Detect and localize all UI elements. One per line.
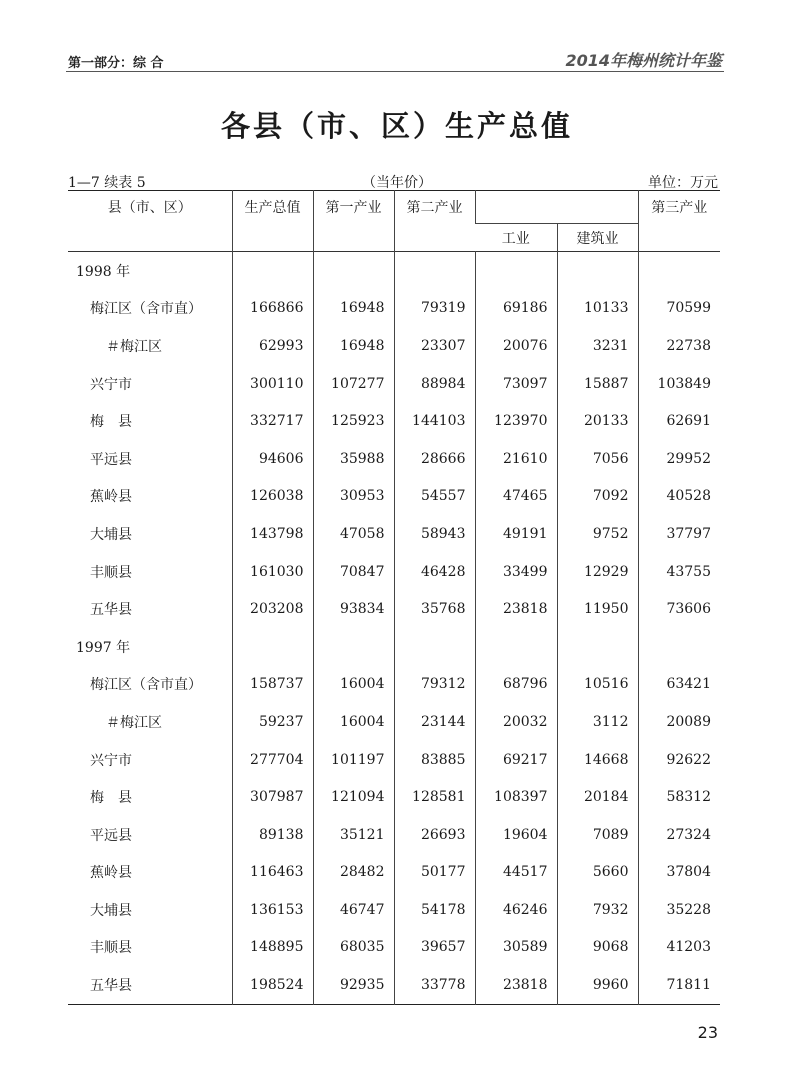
table-row — [68, 365, 720, 403]
primary-cell: 93834 — [313, 590, 394, 628]
table-row — [68, 515, 720, 553]
primary-cell: 125923 — [313, 402, 394, 440]
industry-cell: 68796 — [475, 666, 557, 704]
gdp-cell: 116463 — [232, 854, 313, 892]
tertiary-cell: 103849 — [638, 365, 720, 403]
industry-cell: 44517 — [475, 854, 557, 892]
county-name: ＃梅江区 — [106, 714, 162, 731]
construction-cell: 15887 — [557, 365, 638, 403]
tertiary-cell: 71811 — [638, 966, 720, 1004]
gdp-cell: 59237 — [232, 703, 313, 741]
secondary-cell: 58943 — [394, 515, 475, 553]
gdp-cell — [232, 252, 313, 290]
construction-cell: 11950 — [557, 590, 638, 628]
industry-cell: 73097 — [475, 365, 557, 403]
county-name: 兴宁市 — [90, 376, 132, 393]
table-id: 1—7 续表 5 — [68, 175, 146, 191]
tertiary-cell: 37804 — [638, 854, 720, 892]
primary-cell: 28482 — [313, 854, 394, 892]
gdp-table — [68, 190, 720, 1005]
gdp-cell: 62993 — [232, 327, 313, 365]
gdp-cell: 203208 — [232, 590, 313, 628]
primary-cell: 101197 — [313, 741, 394, 779]
tertiary-cell: 73606 — [638, 590, 720, 628]
county-name: 五华县 — [90, 602, 132, 619]
col-tertiary: 第三产业 — [638, 191, 720, 252]
secondary-cell: 79312 — [394, 666, 475, 704]
tertiary-cell: 20089 — [638, 703, 720, 741]
year-row — [68, 252, 720, 290]
col-industry: 工业 — [475, 224, 557, 252]
secondary-cell: 50177 — [394, 854, 475, 892]
county-name: 梅江区（含市直） — [90, 301, 202, 318]
construction-cell: 12929 — [557, 553, 638, 591]
table-row — [68, 402, 720, 440]
industry-cell: 19604 — [475, 816, 557, 854]
tertiary-cell: 27324 — [638, 816, 720, 854]
construction-cell: 3231 — [557, 327, 638, 365]
primary-cell: 35988 — [313, 440, 394, 478]
secondary-cell: 26693 — [394, 816, 475, 854]
industry-cell: 108397 — [475, 778, 557, 816]
year-label: 1997 年 — [76, 639, 131, 656]
table-body — [68, 252, 720, 1005]
county-name: 蕉岭县 — [90, 489, 132, 506]
primary-cell: 16004 — [313, 703, 394, 741]
industry-cell: 20032 — [475, 703, 557, 741]
unit-label: 单位：万元 — [648, 175, 718, 191]
tertiary-cell: 41203 — [638, 929, 720, 967]
table-row — [68, 816, 720, 854]
table-row — [68, 440, 720, 478]
secondary-cell — [394, 252, 475, 290]
gdp-cell: 94606 — [232, 440, 313, 478]
col-construction: 建筑业 — [557, 224, 638, 252]
gdp-cell: 166866 — [232, 290, 313, 328]
industry-cell: 30589 — [475, 929, 557, 967]
county-name: 蕉岭县 — [90, 865, 132, 882]
construction-cell: 7089 — [557, 816, 638, 854]
primary-cell: 46747 — [313, 891, 394, 929]
tertiary-cell: 29952 — [638, 440, 720, 478]
secondary-cell: 128581 — [394, 778, 475, 816]
construction-cell: 7056 — [557, 440, 638, 478]
primary-cell: 121094 — [313, 778, 394, 816]
primary-cell: 16948 — [313, 327, 394, 365]
table-row — [68, 891, 720, 929]
secondary-cell: 28666 — [394, 440, 475, 478]
year-label: 1998 年 — [76, 263, 131, 280]
secondary-cell: 39657 — [394, 929, 475, 967]
secondary-cell: 35768 — [394, 590, 475, 628]
secondary-cell: 23307 — [394, 327, 475, 365]
industry-cell: 21610 — [475, 440, 557, 478]
section-header: 第一部分：综 合 — [68, 56, 164, 71]
tertiary-cell: 40528 — [638, 478, 720, 516]
table-row — [68, 741, 720, 779]
construction-cell: 10516 — [557, 666, 638, 704]
industry-cell: 123970 — [475, 402, 557, 440]
primary-cell: 30953 — [313, 478, 394, 516]
primary-cell: 16004 — [313, 666, 394, 704]
tertiary-cell — [638, 628, 720, 666]
county-name: 梅 县 — [90, 414, 132, 431]
secondary-cell: 46428 — [394, 553, 475, 591]
tertiary-cell: 43755 — [638, 553, 720, 591]
table-row — [68, 478, 720, 516]
table-row — [68, 929, 720, 967]
gdp-cell: 161030 — [232, 553, 313, 591]
gdp-cell: 158737 — [232, 666, 313, 704]
gdp-cell: 307987 — [232, 778, 313, 816]
industry-cell: 69186 — [475, 290, 557, 328]
primary-cell — [313, 628, 394, 666]
table-row — [68, 666, 720, 704]
primary-cell: 68035 — [313, 929, 394, 967]
tertiary-cell: 37797 — [638, 515, 720, 553]
construction-cell — [557, 252, 638, 290]
tertiary-cell: 92622 — [638, 741, 720, 779]
county-name: 梅 县 — [90, 790, 132, 807]
tertiary-cell: 63421 — [638, 666, 720, 704]
gdp-cell: 89138 — [232, 816, 313, 854]
secondary-cell: 83885 — [394, 741, 475, 779]
industry-cell: 23818 — [475, 966, 557, 1004]
tertiary-cell: 58312 — [638, 778, 720, 816]
gdp-cell: 148895 — [232, 929, 313, 967]
table-row — [68, 553, 720, 591]
construction-cell: 20184 — [557, 778, 638, 816]
tertiary-cell: 70599 — [638, 290, 720, 328]
col-gdp: 生产总值 — [232, 191, 313, 252]
primary-cell — [313, 252, 394, 290]
table-row — [68, 854, 720, 892]
page-number: 23 — [697, 1023, 718, 1042]
col-secondary-breakdown — [475, 191, 638, 224]
county-name: 五华县 — [90, 978, 132, 995]
secondary-cell: 88984 — [394, 365, 475, 403]
table-row — [68, 590, 720, 628]
gdp-cell: 136153 — [232, 891, 313, 929]
primary-cell: 107277 — [313, 365, 394, 403]
industry-cell: 33499 — [475, 553, 557, 591]
county-name: ＃梅江区 — [106, 338, 162, 355]
gdp-cell: 126038 — [232, 478, 313, 516]
construction-cell: 7932 — [557, 891, 638, 929]
county-name: 兴宁市 — [90, 752, 132, 769]
industry-cell: 69217 — [475, 741, 557, 779]
tertiary-cell: 22738 — [638, 327, 720, 365]
industry-cell: 47465 — [475, 478, 557, 516]
construction-cell: 3112 — [557, 703, 638, 741]
primary-cell: 35121 — [313, 816, 394, 854]
tertiary-cell — [638, 252, 720, 290]
col-secondary: 第二产业 — [394, 191, 475, 252]
county-name: 平远县 — [90, 451, 132, 468]
construction-cell: 9752 — [557, 515, 638, 553]
secondary-cell: 144103 — [394, 402, 475, 440]
tertiary-cell: 62691 — [638, 402, 720, 440]
county-name: 大埔县 — [90, 526, 132, 543]
gdp-cell — [232, 628, 313, 666]
gdp-cell: 332717 — [232, 402, 313, 440]
table-row — [68, 966, 720, 1004]
construction-cell: 7092 — [557, 478, 638, 516]
table-row — [68, 327, 720, 365]
industry-cell: 23818 — [475, 590, 557, 628]
industry-cell: 49191 — [475, 515, 557, 553]
yearbook-header: 2014年梅州统计年鉴 — [565, 51, 722, 70]
gdp-cell: 277704 — [232, 741, 313, 779]
secondary-cell: 54178 — [394, 891, 475, 929]
primary-cell: 16948 — [313, 290, 394, 328]
price-basis: （当年价） — [362, 175, 432, 191]
construction-cell: 5660 — [557, 854, 638, 892]
industry-cell — [475, 252, 557, 290]
table-row — [68, 290, 720, 328]
construction-cell: 9068 — [557, 929, 638, 967]
header-divider — [66, 71, 724, 72]
county-name: 丰顺县 — [90, 564, 132, 581]
primary-cell: 47058 — [313, 515, 394, 553]
secondary-cell: 23144 — [394, 703, 475, 741]
secondary-cell — [394, 628, 475, 666]
construction-cell: 9960 — [557, 966, 638, 1004]
tertiary-cell: 35228 — [638, 891, 720, 929]
industry-cell: 46246 — [475, 891, 557, 929]
page-title: 各县（市、区）生产总值 — [220, 109, 573, 143]
county-name: 大埔县 — [90, 902, 132, 919]
construction-cell: 20133 — [557, 402, 638, 440]
gdp-cell: 198524 — [232, 966, 313, 1004]
industry-cell — [475, 628, 557, 666]
construction-cell: 14668 — [557, 741, 638, 779]
primary-cell: 92935 — [313, 966, 394, 1004]
col-county: 县（市、区） — [107, 200, 192, 216]
construction-cell — [557, 628, 638, 666]
secondary-cell: 33778 — [394, 966, 475, 1004]
primary-cell: 70847 — [313, 553, 394, 591]
table-row — [68, 778, 720, 816]
county-name: 平远县 — [90, 827, 132, 844]
secondary-cell: 54557 — [394, 478, 475, 516]
col-primary: 第一产业 — [313, 191, 394, 252]
industry-cell: 20076 — [475, 327, 557, 365]
construction-cell: 10133 — [557, 290, 638, 328]
gdp-cell: 300110 — [232, 365, 313, 403]
table-row — [68, 703, 720, 741]
county-name: 梅江区（含市直） — [90, 677, 202, 694]
gdp-cell: 143798 — [232, 515, 313, 553]
county-name: 丰顺县 — [90, 940, 132, 957]
year-row — [68, 628, 720, 666]
secondary-cell: 79319 — [394, 290, 475, 328]
